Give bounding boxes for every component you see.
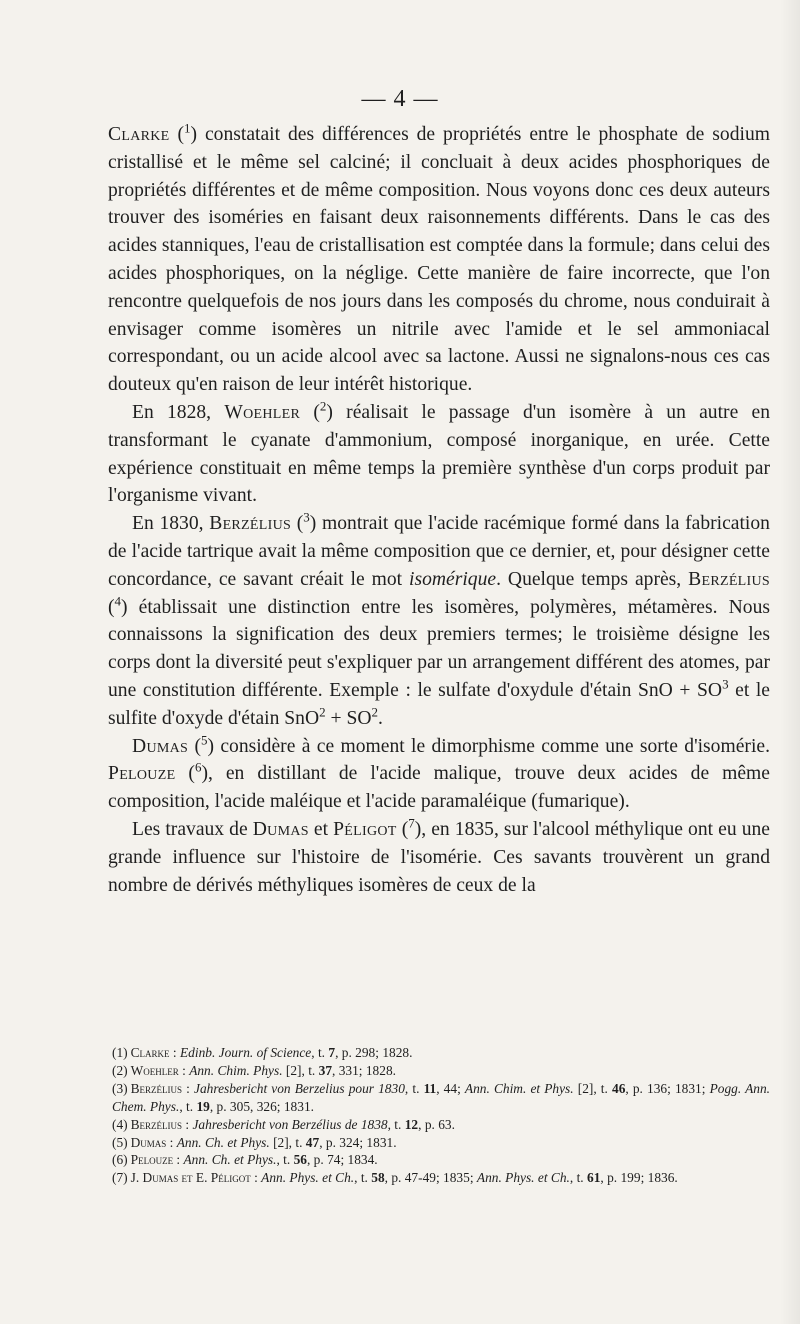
text-run: ( (188, 735, 201, 757)
text-run: ) établissait une distinction entre les isomères, polymères, métamères. Nous connaissons la signification des deux premiers termes; le troisième désigne les corps dont la diversité peut s'expliquer par un arrangement différent des atomes, par une constitution différente. Exemple : le sulfate d'oxydule d'étain SnO + SO (108, 596, 770, 701)
footnote-number: (3) (112, 1080, 128, 1096)
author-name: Péligot (333, 818, 397, 840)
text-run: : (169, 1045, 180, 1060)
text-run: , p. 199; 1836. (600, 1170, 678, 1186)
note-reference: 6 (194, 759, 202, 775)
text-run: [2], t. (269, 1134, 306, 1150)
volume-number: 11 (423, 1080, 437, 1096)
woehler-paragraph (108, 399, 770, 510)
italic-text: Ann. Ch. et Phys. (176, 1134, 270, 1150)
text-run: , p. 305, 326; 1831. (209, 1098, 314, 1114)
text-run: ( (396, 818, 409, 840)
note-reference: 2 (371, 704, 379, 720)
text-run: + SO (325, 707, 372, 729)
italic-text: Pogg. Ann. Chem. Phys. (112, 1080, 770, 1114)
text-run: ( (175, 763, 195, 785)
text-run: , t. (276, 1152, 294, 1168)
footnote (112, 1151, 770, 1169)
italic-text: Ann. Chim. et Phys. (464, 1080, 574, 1096)
text-run: : (250, 1170, 262, 1186)
italic-text: Ann. Chim. Phys. (189, 1062, 283, 1078)
text-run: , t. (404, 1080, 424, 1096)
text-run: Les travaux de (132, 818, 253, 840)
text-run: ( (291, 513, 304, 535)
volume-number: 7 (328, 1045, 336, 1060)
text-run: , p. 74; 1834. (306, 1152, 378, 1168)
footnote-author: Dumas (130, 1134, 167, 1150)
note-reference: 2 (319, 704, 326, 720)
page-number: — 4 — (361, 86, 439, 112)
text-run: , t. (311, 1045, 329, 1060)
author-name: Dumas (252, 818, 309, 840)
text-run: ) montrait que l'acide racémique formé dans la fabrication de l'acide tartrique avait la même composition que ce dernier, et, pour désigner cette concordance, ce savant créait le mot (108, 513, 770, 590)
author-name: Berzélius (209, 513, 292, 535)
footnote-author: Clarke (130, 1045, 170, 1060)
text-run: , 44; (436, 1080, 465, 1096)
italic-text: Jahresbericht von Berzelius pour 1830 (194, 1080, 405, 1096)
text-run: , t. (354, 1170, 372, 1186)
footnote (112, 1134, 770, 1152)
note-reference: 3 (303, 509, 310, 525)
text-run: , p. 136; 1831; (625, 1080, 710, 1096)
note-reference: 2 (319, 398, 327, 414)
note-reference: 4 (114, 593, 122, 609)
note-reference: 3 (722, 676, 729, 692)
clarke-paragraph (108, 121, 770, 399)
text-run: ), en 1835, sur l'alcool méthylique ont eu une grande influence sur l'histoire de l'isomérie. Ces savants trouvèrent un grand nombre de dérivés méthyliques isomères de ceux de la (108, 818, 770, 896)
text-run: , p. 47-49; 1835; (384, 1170, 477, 1186)
footnote (112, 1116, 770, 1134)
text-run: : (166, 1134, 177, 1150)
text-run: et (308, 818, 334, 840)
footnote-number: (7) (112, 1170, 128, 1186)
italic-text: Edinb. Journ. of Science (179, 1045, 312, 1060)
text-run: , p. 298; 1828. (335, 1045, 413, 1060)
text-run: En 1828, (132, 401, 225, 423)
text-run: ) constatait des différences de propriétés entre le phosphate de sodium cristallisé et le même sel calciné; il concluait à deux acides phosphoriques de propriétés différentes et de même composition. Nous voyons donc ces deux auteurs trouver des isoméries en faisant deux raisonnements différents. Dans le cas des acides stanniques, l'eau de cristallisation est comptée dans la formule; dans celui des acides phosphoriques, on la néglige. Cette manière de faire incorrecte, que l'on rencontre quelquefois de nos jours dans les composés du chrome, nous conduirait à envisager comme isomères un nitrile avec l'amide et le sel ammoniacal correspondant, ou un acide alcool avec sa lactone. Aussi ne signalons-nous ces cas douteux qu'en raison de leur intérêt historique. (108, 124, 770, 396)
footnote-number: (5) (112, 1134, 128, 1150)
footnotes (112, 1044, 770, 1187)
author-name: Clarke (108, 124, 170, 145)
text-run: , t. (179, 1098, 197, 1114)
italic-text: Ann. Phys. et Ch. (476, 1170, 570, 1186)
volume-number: 61 (587, 1170, 601, 1186)
text-run: , p. 324; 1831. (319, 1134, 397, 1150)
author-name: Woehler (224, 401, 301, 423)
volume-number: 46 (612, 1080, 626, 1096)
text-run: : (182, 1116, 193, 1132)
text-run: , 331; 1828. (332, 1062, 396, 1078)
text-run: ), en distillant de l'acide malique, trouve deux acides de même composition, l'acide maléique et l'acide paramaléique (fumarique). (108, 763, 770, 813)
author-name: Berzélius (688, 568, 770, 590)
text-run: , p. 63. (418, 1116, 455, 1132)
dumas-paragraph (108, 733, 770, 816)
volume-number: 56 (293, 1152, 307, 1168)
volume-number: 19 (196, 1098, 210, 1114)
footnote-author: Berzélius (130, 1116, 183, 1132)
volume-number: 37 (318, 1062, 333, 1078)
peligot-paragraph (108, 816, 770, 899)
text-run: ) considère à ce moment le dimorphisme comme une sorte d'isomérie. (207, 735, 770, 757)
footnote-number: (6) (112, 1152, 128, 1168)
note-reference: 1 (184, 120, 191, 136)
body-text (108, 121, 770, 899)
text-run: : (182, 1080, 195, 1096)
text-run: et le sulfite d'oxyde d'étain SnO (108, 679, 771, 729)
note-reference: 7 (408, 815, 415, 831)
text-run: [2], t. (282, 1062, 319, 1078)
footnote (112, 1169, 770, 1187)
volume-number: 58 (371, 1170, 385, 1186)
italic-text: Jahresbericht von Berzélius de 1838 (192, 1116, 388, 1132)
author-name: Pelouze (108, 763, 176, 785)
text-run: , t. (569, 1170, 587, 1186)
text-run: ( (300, 401, 320, 423)
footnote-number: (2) (112, 1062, 128, 1078)
italic-text: Ann. Ch. et Phys. (183, 1152, 277, 1168)
text-run: . (378, 707, 383, 729)
italic-text: isomérique (409, 568, 497, 590)
volume-number: 12 (404, 1116, 419, 1132)
text-run: ( (108, 596, 115, 618)
text-run: ( (169, 124, 184, 145)
text-run: . Quelque temps après, (496, 568, 689, 590)
footnote-author: J. Dumas et E. Péligot (130, 1170, 251, 1186)
note-reference: 5 (200, 732, 208, 747)
text-run: : (178, 1062, 190, 1078)
author-name: Dumas (132, 735, 189, 757)
footnote (112, 1062, 770, 1080)
footnote-number: (4) (112, 1116, 128, 1132)
footnote-author: Pelouze (130, 1152, 174, 1168)
text-run: [2], t. (573, 1080, 612, 1096)
footnote (112, 1080, 770, 1116)
text-run: En 1830, (132, 513, 210, 535)
footnote-author: Woehler (130, 1062, 179, 1078)
volume-number: 47 (305, 1134, 320, 1150)
footnote (112, 1044, 770, 1062)
footnote-author: Berzélius (130, 1080, 183, 1096)
berzelius-paragraph (108, 510, 770, 732)
footnote-number: (1) (112, 1045, 128, 1060)
text-run: ) réalisait le passage d'un isomère à un autre en transformant le cyanate d'ammonium, composé inorganique, en urée. Cette expérience constituait en même temps la première synthèse d'un corps produit par l'organisme vivant. (108, 401, 770, 507)
text-run: , t. (387, 1116, 405, 1132)
text-run: : (173, 1152, 184, 1168)
italic-text: Ann. Phys. et Ch. (261, 1170, 355, 1186)
page-edge-shadow (780, 0, 800, 1324)
